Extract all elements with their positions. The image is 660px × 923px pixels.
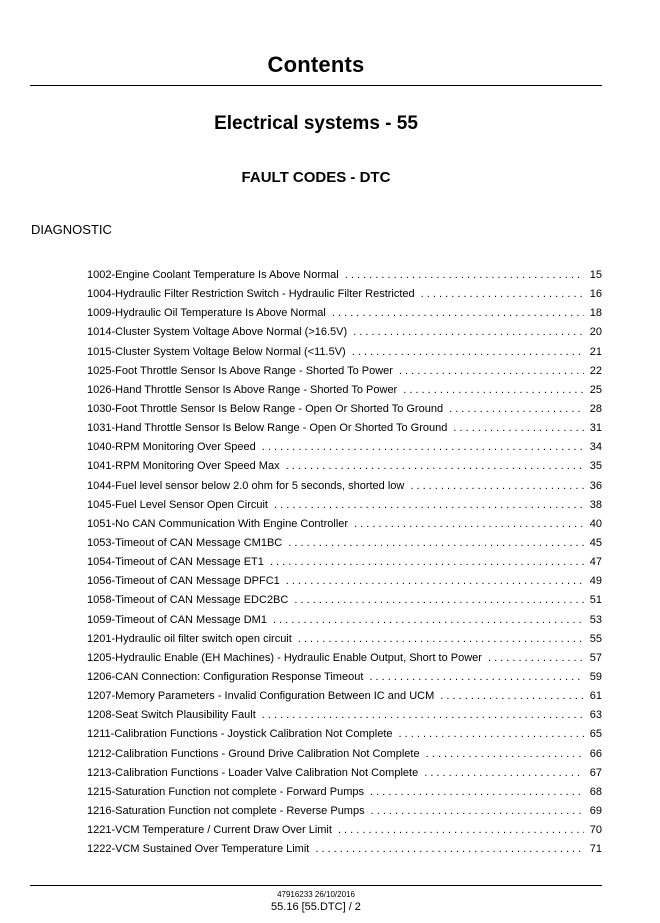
toc-entry[interactable] xyxy=(87,400,602,419)
toc-entry-page[interactable]: 61 xyxy=(589,690,602,703)
footer-page-ref: 55.16 [55.DTC] / 2 xyxy=(271,901,361,913)
toc-entry-page[interactable]: 71 xyxy=(589,843,602,856)
toc-entry-page[interactable]: 25 xyxy=(589,383,602,396)
toc-list xyxy=(87,266,602,859)
toc-entry-page[interactable]: 59 xyxy=(589,670,602,683)
toc-entry-label[interactable]: 1044-Fuel level sensor below 2.0 ohm for 5 seconds, shorted low xyxy=(87,479,405,492)
toc-entry[interactable] xyxy=(87,783,602,802)
toc-entry[interactable] xyxy=(87,821,602,840)
toc-entry[interactable] xyxy=(87,343,602,362)
toc-dot-leader xyxy=(294,591,584,610)
toc-dot-leader xyxy=(345,266,584,285)
toc-entry-label[interactable]: 1213-Calibration Functions - Loader Valve Calibration Not Complete xyxy=(87,766,419,779)
toc-entry-label[interactable]: 1004-Hydraulic Filter Restriction Switch - Hydraulic Filter Restricted xyxy=(87,288,415,301)
toc-entry-page[interactable]: 63 xyxy=(589,709,602,722)
toc-entry-label[interactable]: 1208-Seat Switch Plausibility Fault xyxy=(87,709,256,722)
section-title: Electrical systems - 55 xyxy=(214,113,418,134)
toc-dot-leader xyxy=(421,285,584,304)
toc-dot-leader xyxy=(273,611,584,630)
toc-entry[interactable] xyxy=(87,534,602,553)
toc-entry[interactable] xyxy=(87,457,602,476)
toc-dot-leader xyxy=(449,400,584,419)
toc-entry[interactable] xyxy=(87,285,602,304)
toc-entry[interactable] xyxy=(87,266,602,285)
header-divider xyxy=(30,85,602,86)
toc-entry-label[interactable]: 1026-Hand Throttle Sensor Is Above Range - Shorted To Power xyxy=(87,383,398,396)
toc-entry-label[interactable]: 1009-Hydraulic Oil Temperature Is Above Normal xyxy=(87,307,326,320)
toc-dot-leader xyxy=(399,725,585,744)
toc-entry[interactable] xyxy=(87,496,602,515)
toc-dot-leader xyxy=(274,496,584,515)
toc-entry-page[interactable]: 66 xyxy=(589,747,602,760)
toc-dot-leader xyxy=(288,534,584,553)
toc-entry-page[interactable]: 55 xyxy=(589,632,602,645)
footer-divider xyxy=(30,885,602,886)
toc-entry[interactable] xyxy=(87,725,602,744)
toc-entry-page[interactable]: 38 xyxy=(589,498,602,511)
toc-entry-page[interactable]: 34 xyxy=(589,441,602,454)
toc-entry-page[interactable]: 45 xyxy=(589,536,602,549)
toc-dot-leader xyxy=(315,840,584,859)
toc-entry[interactable] xyxy=(87,840,602,859)
toc-entry-page[interactable]: 36 xyxy=(589,479,602,492)
toc-entry-label[interactable]: 1015-Cluster System Voltage Below Normal (<11.5V) xyxy=(87,345,346,358)
toc-entry[interactable] xyxy=(87,611,602,630)
toc-entry-page[interactable]: 18 xyxy=(589,307,602,320)
toc-entry-label[interactable]: 1058-Timeout of CAN Message EDC2BC xyxy=(87,594,289,607)
toc-entry-page[interactable]: 70 xyxy=(589,824,602,837)
toc-dot-leader xyxy=(371,802,584,821)
toc-entry-page[interactable]: 15 xyxy=(589,269,602,281)
toc-entry-label[interactable]: 1211-Calibration Functions - Joystick Calibration Not Complete xyxy=(87,728,393,741)
toc-dot-leader xyxy=(262,706,584,725)
toc-entry-page[interactable]: 51 xyxy=(589,594,602,607)
toc-entry[interactable] xyxy=(87,745,602,764)
subsection-title: FAULT CODES - DTC xyxy=(241,169,391,186)
toc-entry-page[interactable]: 21 xyxy=(589,345,602,358)
toc-dot-leader xyxy=(332,304,584,323)
toc-entry[interactable] xyxy=(87,515,602,534)
toc-entry-page[interactable]: 31 xyxy=(589,422,602,435)
toc-entry-page[interactable]: 49 xyxy=(589,575,602,588)
toc-dot-leader xyxy=(424,764,584,783)
toc-dot-leader xyxy=(370,783,584,802)
toc-dot-leader xyxy=(286,572,584,591)
toc-entry-label[interactable]: 1002-Engine Coolant Temperature Is Above Normal xyxy=(87,269,339,281)
toc-entry-page[interactable]: 68 xyxy=(589,785,602,798)
toc-entry[interactable] xyxy=(87,630,602,649)
group-heading: DIAGNOSTIC xyxy=(31,222,112,237)
toc-entry-label[interactable]: 1030-Foot Throttle Sensor Is Below Range - Open Or Shorted To Ground xyxy=(87,402,444,415)
toc-entry-label[interactable]: 1206-CAN Connection: Configuration Response Timeout xyxy=(87,670,364,683)
toc-entry-label[interactable]: 1059-Timeout of CAN Message DM1 xyxy=(87,613,267,626)
page-title: Contents xyxy=(267,52,365,77)
toc-entry-label[interactable]: 1056-Timeout of CAN Message DPFC1 xyxy=(87,575,280,588)
toc-entry-page[interactable]: 28 xyxy=(589,402,602,415)
toc-dot-leader xyxy=(403,381,584,400)
toc-entry-label[interactable]: 1216-Saturation Function not complete - Reverse Pumps xyxy=(87,804,365,817)
toc-dot-leader xyxy=(354,515,584,534)
toc-entry[interactable] xyxy=(87,802,602,821)
toc-entry-label[interactable]: 1054-Timeout of CAN Message ET1 xyxy=(87,556,264,569)
toc-dot-leader xyxy=(353,323,584,342)
toc-entry-page[interactable]: 47 xyxy=(589,556,602,569)
toc-entry[interactable] xyxy=(87,477,602,496)
toc-entry[interactable] xyxy=(87,572,602,591)
toc-entry[interactable] xyxy=(87,553,602,572)
toc-entry-label[interactable]: 1221-VCM Temperature / Current Draw Over Limit xyxy=(87,824,332,837)
toc-entry-page[interactable]: 57 xyxy=(589,651,602,664)
toc-entry[interactable] xyxy=(87,687,602,706)
toc-entry-page[interactable]: 53 xyxy=(589,613,602,626)
toc-dot-leader xyxy=(410,477,584,496)
toc-entry-label[interactable]: 1212-Calibration Functions - Ground Drive Calibration Not Complete xyxy=(87,747,420,760)
toc-dot-leader xyxy=(399,362,584,381)
toc-entry-label[interactable]: 1025-Foot Throttle Sensor Is Above Range - Shorted To Power xyxy=(87,364,393,377)
toc-entry-page[interactable]: 35 xyxy=(589,460,602,473)
toc-entry-page[interactable]: 65 xyxy=(589,728,602,741)
toc-entry-page[interactable]: 40 xyxy=(589,517,602,530)
toc-entry-label[interactable]: 1222-VCM Sustained Over Temperature Limit xyxy=(87,843,310,856)
toc-dot-leader xyxy=(440,687,584,706)
toc-entry-label[interactable]: 1041-RPM Monitoring Over Speed Max xyxy=(87,460,280,473)
toc-entry-label[interactable]: 1215-Saturation Function not complete - Forward Pumps xyxy=(87,785,364,798)
toc-entry-label[interactable]: 1207-Memory Parameters - Invalid Configuration Between IC and UCM xyxy=(87,690,435,703)
toc-entry-page[interactable]: 67 xyxy=(589,766,602,779)
toc-dot-leader xyxy=(488,649,584,668)
toc-dot-leader xyxy=(338,821,584,840)
toc-dot-leader xyxy=(298,630,584,649)
toc-dot-leader xyxy=(426,745,584,764)
toc-entry-page[interactable]: 20 xyxy=(589,326,602,339)
toc-entry-label[interactable]: 1040-RPM Monitoring Over Speed xyxy=(87,441,256,454)
toc-dot-leader xyxy=(453,419,584,438)
toc-dot-leader xyxy=(286,457,584,476)
toc-entry[interactable] xyxy=(87,362,602,381)
toc-entry-label[interactable]: 1051-No CAN Communication With Engine Controller xyxy=(87,517,349,530)
toc-entry-label[interactable]: 1053-Timeout of CAN Message CM1BC xyxy=(87,536,283,549)
toc-entry-label[interactable]: 1045-Fuel Level Sensor Open Circuit xyxy=(87,498,268,511)
toc-entry[interactable] xyxy=(87,668,602,687)
toc-entry[interactable] xyxy=(87,304,602,323)
toc-entry[interactable] xyxy=(87,706,602,725)
toc-entry-label[interactable]: 1014-Cluster System Voltage Above Normal (>16.5V) xyxy=(87,326,348,339)
toc-entry[interactable] xyxy=(87,323,602,342)
toc-dot-leader xyxy=(270,553,584,572)
toc-entry[interactable] xyxy=(87,438,602,457)
toc-dot-leader xyxy=(369,668,584,687)
toc-entry[interactable] xyxy=(87,591,602,610)
toc-dot-leader xyxy=(262,438,584,457)
toc-entry-page[interactable]: 16 xyxy=(589,288,602,301)
toc-entry-page[interactable]: 22 xyxy=(589,364,602,377)
footer-doc-ref: 47916233 26/10/2016 xyxy=(277,890,355,899)
toc-entry-label[interactable]: 1205-Hydraulic Enable (EH Machines) - Hydraulic Enable Output, Short to Power xyxy=(87,651,482,664)
toc-entry[interactable] xyxy=(87,381,602,400)
toc-entry[interactable] xyxy=(87,764,602,783)
toc-dot-leader xyxy=(352,343,584,362)
toc-entry-label[interactable]: 1031-Hand Throttle Sensor Is Below Range - Open Or Shorted To Ground xyxy=(87,422,448,435)
toc-entry-label[interactable]: 1201-Hydraulic oil filter switch open circuit xyxy=(87,632,292,645)
toc-entry[interactable] xyxy=(87,649,602,668)
toc-entry[interactable] xyxy=(87,419,602,438)
toc-entry-page[interactable]: 69 xyxy=(589,804,602,817)
